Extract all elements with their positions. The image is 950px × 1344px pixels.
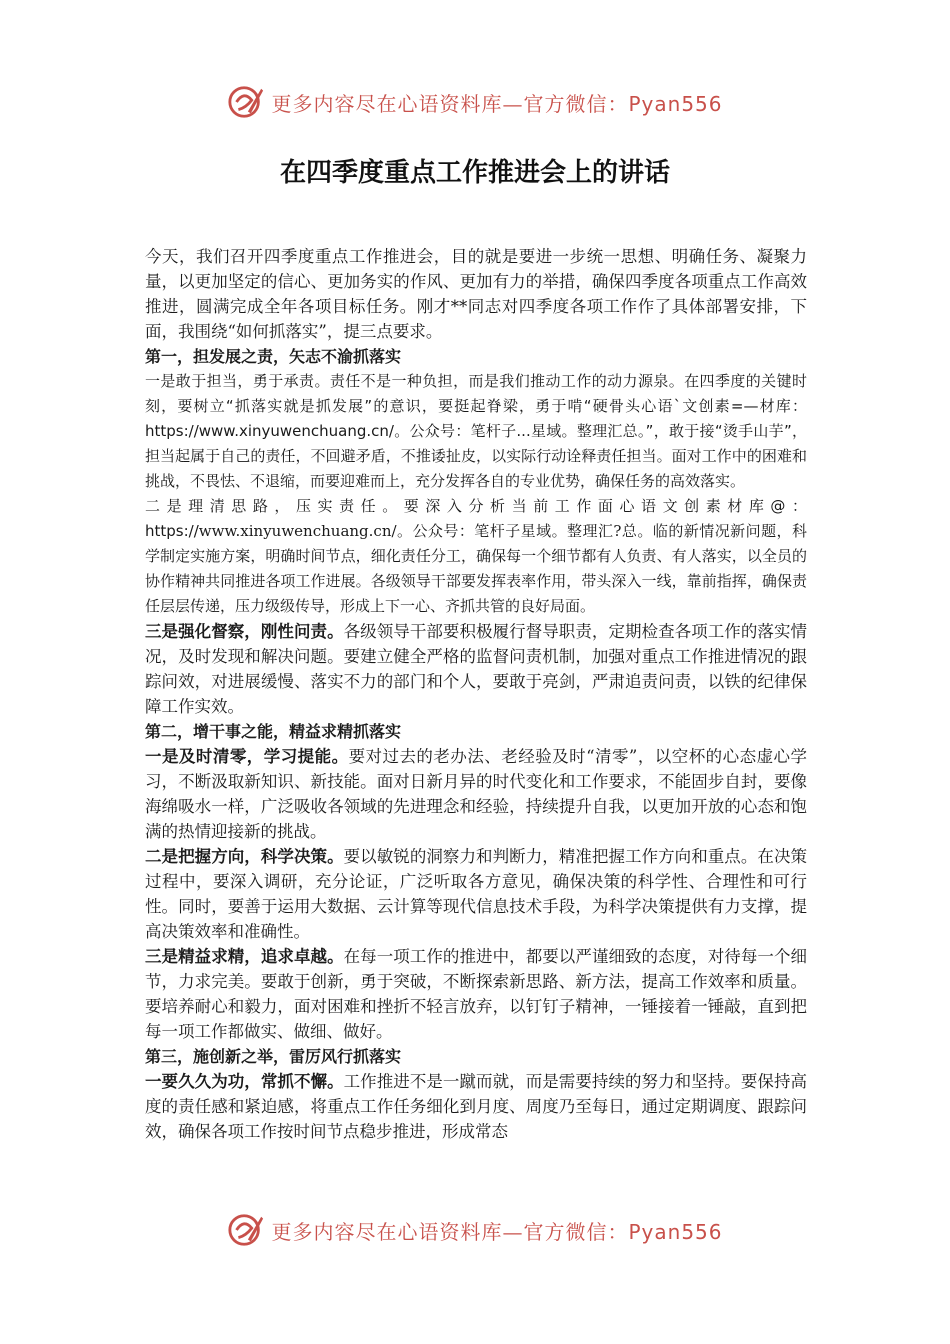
- pen-logo-icon: [227, 83, 265, 121]
- paragraph-3-1: 一要久久为功，常抓不懈。工作推进不是一蹴而就，而是需要持续的努力和坚持。要保持高度的责任感和紧迫感，将重点工作任务细化到月度、周度乃至每日，通过定期调度、跟踪问效，确保各项工作按时间节点稳步推进，形成常态: [145, 1072, 808, 1141]
- lead-text: 二是把握方向，科学决策。: [145, 847, 344, 866]
- wechat-id: Pyan556: [628, 1219, 723, 1244]
- section-heading-3: 第三，施创新之举，雷厉风行抓落实: [145, 1047, 402, 1066]
- wechat-id: Pyan556: [628, 91, 723, 116]
- section-heading-2: 第二，增干事之能，精益求精抓落实: [145, 722, 402, 741]
- lead-text: 三是强化督察，刚性问责。: [145, 622, 344, 641]
- document-body: [145, 244, 807, 1144]
- watermark-banner-bottom: [0, 1208, 950, 1252]
- pen-logo-icon: [227, 1211, 265, 1249]
- lead-text: 一是及时清零，学习提能。: [145, 747, 349, 766]
- paragraph-1-1: 一是敢于担当，勇于承责。责任不是一种负担，而是我们推动工作的动力源泉。在四季度的关键时刻，要树立“抓落实就是抓发展”的意识，要挺起脊梁，勇于啃“硬骨头心语`文创素=—材库：https://www.xinyuwenchuang.cn/。公众号：笔杆子...星域。整理汇总。”，敢于接“烫手山芋”，担当起属于自己的责任，不回避矛盾，不推诿扯皮，以实际行动诠释责任担当。面对工作中的困难和挑战，不畏怯、不退缩，而要迎难而上，充分发挥各自的专业优势，确保任务的高效落实。: [145, 372, 807, 490]
- document-title: 在四季度重点工作推进会上的讲话: [279, 158, 670, 188]
- lead-text: 一要久久为功，常抓不懈。: [145, 1072, 344, 1091]
- paragraph-2-3: 三是精益求精，追求卓越。在每一项工作的推进中，都要以严谨细致的态度，对待每一个细节，力求完美。要敢于创新，勇于突破，不断探索新思路、新方法，提高工作效率和质量。要培养耐心和毅力，面对困难和挫折不轻言放弃，以钉钉子精神，一锤接着一锤敲，直到把每一项工作都做实、做细、做好。: [145, 947, 808, 1041]
- watermark-banner-top: [0, 80, 950, 124]
- intro-paragraph: 今天，我们召开四季度重点工作推进会，目的就是要进一步统一思想、明确任务、凝聚力量，以更加坚定的信心、更加务实的作风、更加有力的举措，确保四季度各项重点工作高效推进，圆满完成全年各项目标任务。刚才**同志对四季度各项工作作了具体部署安排，下面，我围绕“如何抓落实”，提三点要求。: [145, 247, 807, 341]
- section-heading-1: 第一，担发展之责，矢志不渝抓落实: [145, 347, 402, 366]
- lead-text: 三是精益求精，追求卓越。: [145, 947, 344, 966]
- banner-text: 更多内容尽在心语资料库—官方微信：Pyan556: [271, 1219, 723, 1244]
- paragraph-1-3: 三是强化督察，刚性问责。各级领导干部要积极履行督导职责，定期检查各项工作的落实情况，及时发现和解决问题。要建立健全严格的监督问责机制，加强对重点工作推进情况的跟踪问效，对进展缓慢、落实不力的部门和个人，要敢于亮剑，严肃追责问责，以铁的纪律保障工作实效。: [145, 622, 808, 716]
- paragraph-1-2: 二是理清思路，压实责任。要深入分析当前工作面心语文创素材库@：https://www.xinyuwenchuang.cn/。公众号：笔杆子星域。整理汇?总。临的新情况新问题，科学制定实施方案，明确时间节点，细化责任分工，确保每一个细节都有人负责、有人落实，以全员的协作精神共同推进各项工作进展。各级领导干部要发挥表率作用，带头深入一线，靠前指挥，确保责任层层传递，压力级级传导，形成上下一心、齐抓共管的良好局面。: [145, 497, 807, 615]
- paragraph-2-2: 二是把握方向，科学决策。要以敏锐的洞察力和判断力，精准把握工作方向和重点。在决策过程中，要深入调研，充分论证，广泛听取各方意见，确保决策的科学性、合理性和可行性。同时，要善于运用大数据、云计算等现代信息技术手段，为科学决策提供有力支撑，提高决策效率和准确性。: [145, 847, 808, 941]
- paragraph-2-1: 一是及时清零，学习提能。要对过去的老办法、老经验及时“清零”，以空杯的心态虚心学习，不断汲取新知识、新技能。面对日新月异的时代变化和工作要求，不能固步自封，要像海绵吸水一样，广泛吸收各领域的先进理念和经验，持续提升自我，以更加开放的心态和饱满的热情迎接新的挑战。: [145, 747, 807, 841]
- banner-text: 更多内容尽在心语资料库—官方微信：Pyan556: [271, 91, 723, 116]
